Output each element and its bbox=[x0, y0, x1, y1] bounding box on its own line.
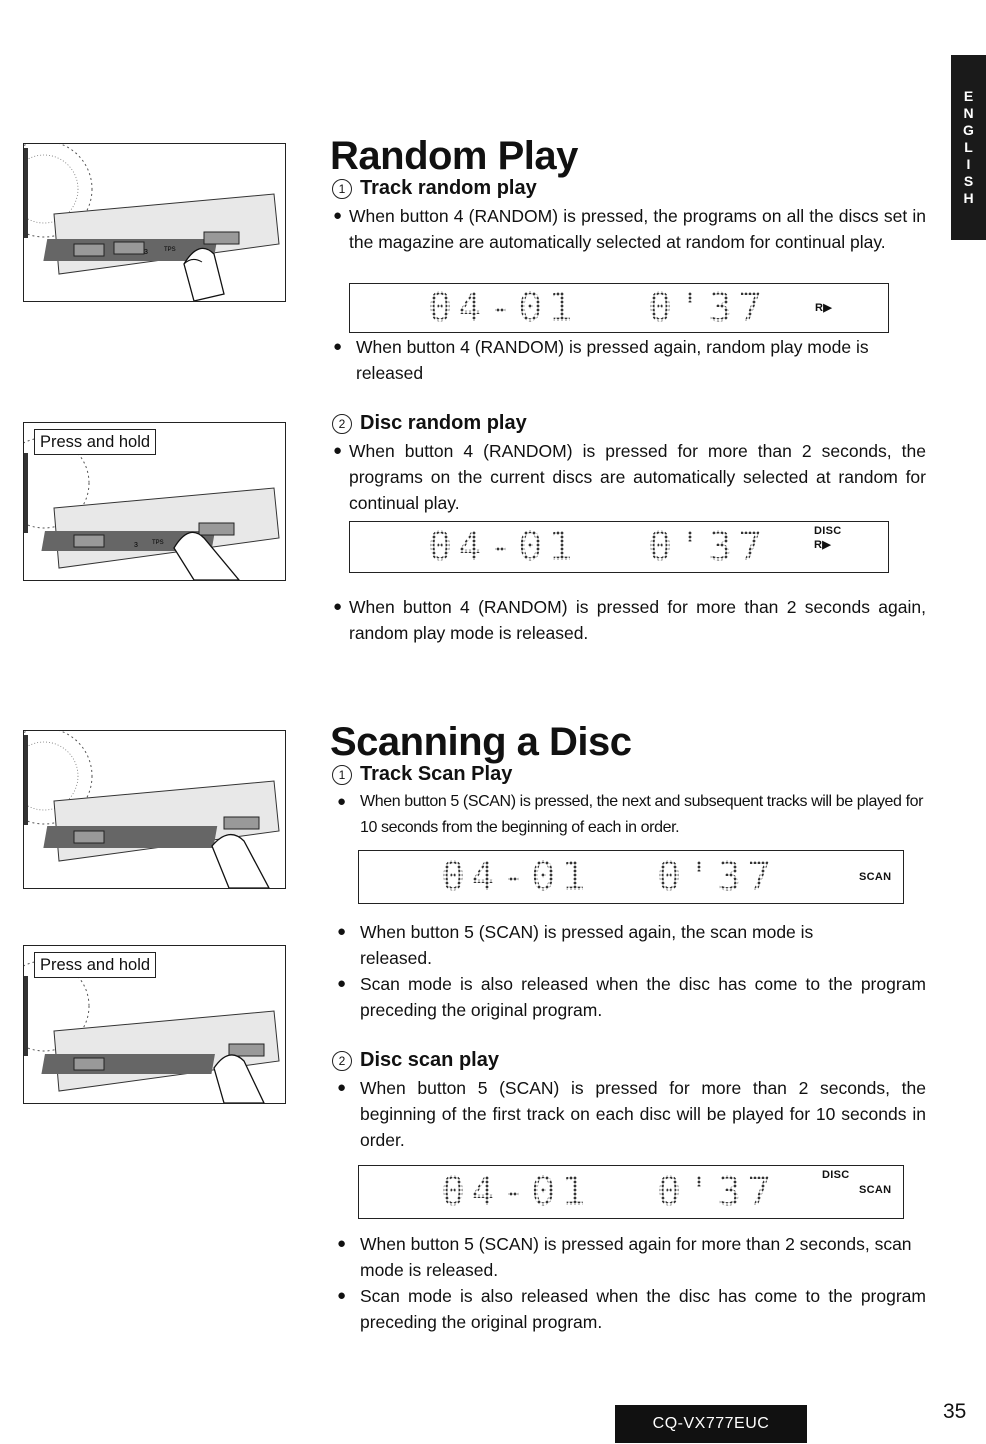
lcd-display bbox=[349, 283, 889, 333]
lcd-track: 04-01 bbox=[428, 285, 579, 331]
lcd-time: 0'37 bbox=[657, 854, 778, 900]
subheading-disc-random bbox=[332, 412, 527, 435]
lang-letter: E bbox=[963, 88, 974, 104]
paragraph: When button 4 (RANDOM) is pressed for more than 2 seconds again, random play mode is released. bbox=[349, 597, 926, 643]
bullet: ● bbox=[337, 1079, 347, 1096]
paragraph: When button 5 (SCAN) is pressed for more than 2 seconds, the beginning of the first track on each disc will be played for 10 seconds in order. bbox=[360, 1078, 926, 1150]
lcd-display bbox=[358, 1165, 904, 1219]
subheading-text: Track random play bbox=[360, 177, 537, 199]
subheading-text: Disc scan play bbox=[360, 1049, 499, 1071]
lcd-indicator: SCAN bbox=[859, 1184, 892, 1196]
section-title-scanning: Scanning a Disc bbox=[330, 720, 632, 764]
subheading-text: Track Scan Play bbox=[360, 763, 513, 785]
step-number: 1 bbox=[332, 179, 352, 199]
bullet: ● bbox=[337, 1235, 347, 1252]
paragraph: When button 5 (SCAN) is pressed again, the scan mode is released. bbox=[360, 922, 814, 968]
lang-letter: H bbox=[963, 190, 974, 206]
paragraph: When button 4 (RANDOM) is pressed for more than 2 seconds, the programs on the current discs are automatically selected at random for continual play. bbox=[349, 441, 926, 513]
page-number: 35 bbox=[943, 1400, 967, 1423]
press-and-hold-label: Press and hold bbox=[34, 429, 156, 455]
btn-label: TPS bbox=[152, 540, 164, 546]
illustration-track-random bbox=[23, 143, 286, 302]
lcd-track: 04-01 bbox=[441, 854, 592, 900]
lang-letter: I bbox=[966, 156, 971, 172]
paragraph: When button 4 (RANDOM) is pressed, the programs on all the discs set in the magazine are automatically selected at random for continual play. bbox=[349, 206, 926, 252]
paragraph: When button 4 (RANDOM) is pressed again, random play mode is released bbox=[356, 337, 869, 383]
subheading-track-random bbox=[332, 177, 537, 200]
btn-label: TPS bbox=[164, 247, 176, 253]
illustration-disc-random bbox=[23, 422, 286, 581]
lcd-display bbox=[349, 521, 889, 573]
lcd-indicator: R▶ bbox=[815, 302, 833, 314]
lcd-time: 0'37 bbox=[648, 524, 769, 570]
lcd-display bbox=[358, 850, 904, 904]
lcd-time: 0'37 bbox=[657, 1169, 778, 1215]
lang-letter: G bbox=[963, 122, 974, 138]
unit-press-drawing bbox=[24, 144, 285, 301]
lcd-track: 04-01 bbox=[428, 524, 579, 570]
step-number: 2 bbox=[332, 414, 352, 434]
lcd-indicator: DISC bbox=[814, 525, 842, 537]
lang-letter: N bbox=[963, 105, 974, 121]
illustration-track-scan bbox=[23, 730, 286, 889]
bullet: ● bbox=[337, 1287, 347, 1304]
language-tab bbox=[951, 55, 986, 240]
paragraph: Scan mode is also released when the disc has come to the program preceding the original program. bbox=[360, 1286, 926, 1332]
model-number: CQ-VX777EUC bbox=[615, 1405, 807, 1443]
section-title-random-play: Random Play bbox=[330, 134, 578, 178]
lang-letter: S bbox=[963, 173, 974, 189]
lcd-indicator: R▶ bbox=[814, 539, 832, 551]
bullet: ● bbox=[333, 598, 343, 615]
bullet: ● bbox=[337, 793, 347, 810]
step-number: 2 bbox=[332, 1051, 352, 1071]
subheading-track-scan bbox=[332, 763, 512, 786]
subheading-disc-scan bbox=[332, 1049, 499, 1072]
btn-label: 3 bbox=[134, 542, 138, 549]
paragraph: Scan mode is also released when the disc has come to the program preceding the original program. bbox=[360, 974, 926, 1020]
btn-label: 3 bbox=[144, 249, 148, 256]
step-number: 1 bbox=[332, 765, 352, 785]
paragraph: When button 5 (SCAN) is pressed, the next and subsequent tracks will be played for 10 seconds from the beginning of each in order. bbox=[360, 793, 924, 836]
subheading-text: Disc random play bbox=[360, 412, 527, 434]
lcd-track: 04-01 bbox=[441, 1169, 592, 1215]
lang-letter: L bbox=[964, 139, 973, 155]
bullet: ● bbox=[333, 442, 343, 459]
press-and-hold-label: Press and hold bbox=[34, 952, 156, 978]
paragraph: When button 5 (SCAN) is pressed again for more than 2 seconds, scan mode is released. bbox=[360, 1234, 912, 1280]
bullet: ● bbox=[337, 923, 347, 940]
lcd-indicator: SCAN bbox=[859, 871, 892, 883]
unit-press-drawing bbox=[24, 731, 285, 888]
illustration-disc-scan bbox=[23, 945, 286, 1104]
bullet: ● bbox=[333, 207, 343, 224]
bullet: ● bbox=[337, 975, 347, 992]
lcd-time: 0'37 bbox=[648, 285, 769, 331]
bullet: ● bbox=[333, 338, 343, 355]
lcd-indicator: DISC bbox=[822, 1169, 850, 1181]
